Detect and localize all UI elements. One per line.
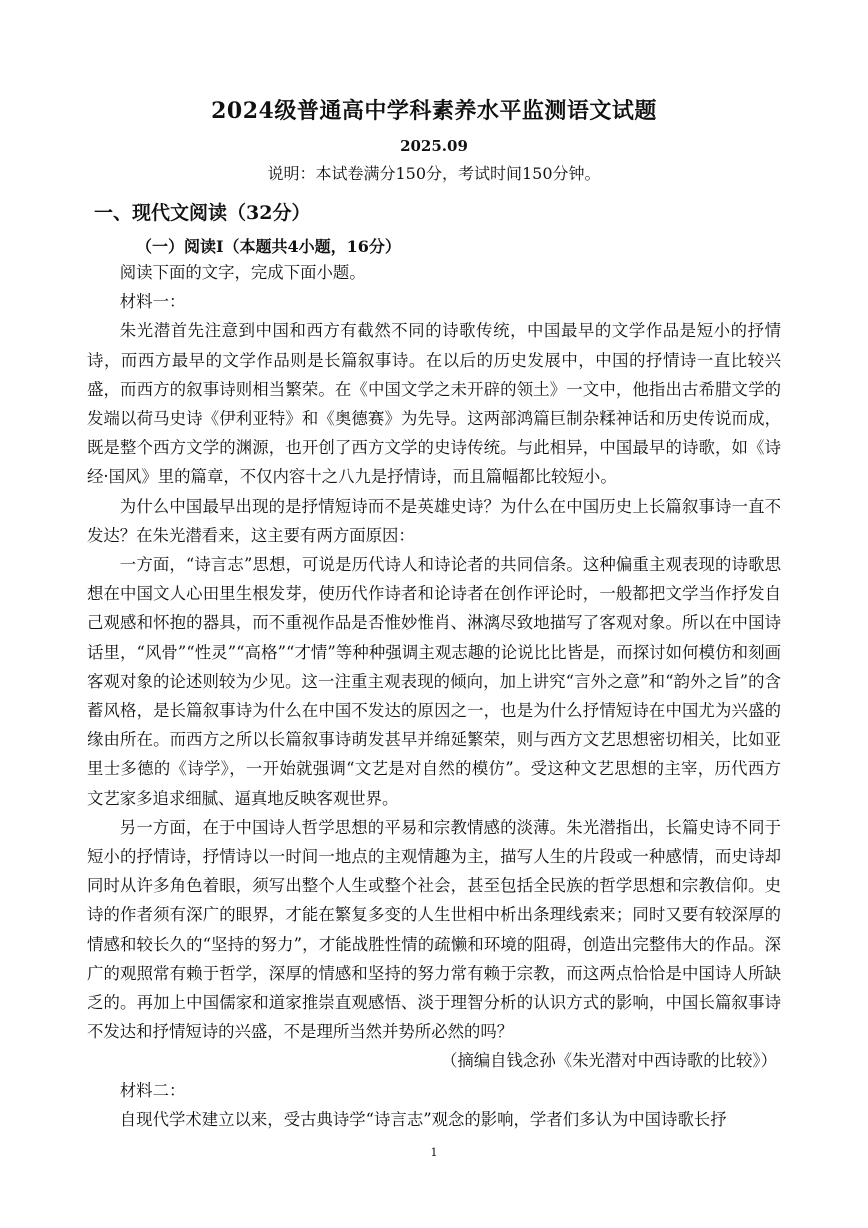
exam-date: 2025.09 bbox=[400, 137, 468, 155]
subsection-heading: （一）阅读Ⅰ（本题共4小题，16分） bbox=[136, 237, 401, 256]
paragraph: 一方面，“诗言志”思想，可说是历代诗人和诗论者的共同信条。这种偏重主观表现的诗歌思想在中国文人心田里生根发芽，使历代作诗者和论诗者在创作评论时，一般都把文学当作抒发自己观感和怀抱的器具，而不重视作品是否惟妙惟肖、淋漓尽致地描写了客观对象。所以在中国诗话里，“风骨”“性灵”“高格”“才情”等种种强调主观志趣的论说比比皆是，而探讨如何模仿和刻画客观对象的论述则较为少见。这一注重主观表现的倾向，加上讲究“言外之意”和“韵外之旨”的含蓄风格，是长篇叙事诗为什么在中国不发达的原因之一，也是为什么抒情短诗在中国尤为兴盛的缘由所在。而西方之所以长篇叙事诗萌发甚早并绵延繁荣，则与西方文艺思想密切相关，比如亚里士多德的《诗学》，一开始就强调“文艺是对自然的模仿”。受这种文艺思想的主宰，历代西方文艺家多追求细腻、逼真地反映客观世界。 bbox=[87, 555, 781, 808]
paragraph: 自现代学术建立以来，受古典诗学“诗言志”观念的影响，学者们多认为中国诗歌长抒 bbox=[119, 1109, 727, 1129]
material-two-label: 材料二： bbox=[119, 1080, 186, 1100]
exam-note: 说明：本试卷满分150分，考试时间150分钟。 bbox=[267, 164, 601, 183]
source-citation: （摘编自钱念孙《朱光潜对中西诗歌的比较》） bbox=[440, 1051, 777, 1071]
page-number: 1 bbox=[430, 1146, 438, 1159]
material-one-label: 材料一： bbox=[119, 292, 186, 312]
paragraph: 为什么中国最早出现的是抒情短诗而不是英雄史诗？为什么在中国历史上长篇叙事诗一直不发达？在朱光潜看来，这主要有两方面原因： bbox=[87, 496, 781, 545]
paragraph: 另一方面，在于中国诗人哲学思想的平易和宗教情感的淡薄。朱光潜指出，长篇史诗不同于短小的抒情诗，抒情诗以一时间一地点的主观情趣为主，描写人生的片段或一种感情，而史诗却同时从许多角色着眼，须写出整个人生或整个社会，甚至包括全民族的哲学思想和宗教信仰。史诗的作者须有深广的眼界，才能在繁复多变的人生世相中析出条理线索来；同时又要有较深厚的情感和较长久的“坚持的努力”，才能战胜性情的疏懒和环境的阻碍，创造出完整伟大的作品。深广的观照常有赖于哲学，深厚的情感和坚持的努力常有赖于宗教，而这两点恰恰是中国诗人所缺乏的。再加上中国儒家和道家推崇直观感悟、淡于理智分析的认识方式的影响，中国长篇叙事诗不发达和抒情短诗的兴盛，不是理所当然并势所必然的吗？ bbox=[87, 817, 781, 1042]
paragraph: 朱光潜首先注意到中国和西方有截然不同的诗歌传统，中国最早的文学作品是短小的抒情诗，而西方最早的文学作品则是长篇叙事诗。在以后的历史发展中，中国的抒情诗一直比较兴盛，而西方的叙事诗则相当繁荣。在《中国文学之未开辟的领土》一文中，他指出古希腊文学的发端以荷马史诗《伊利亚特》和《奥德赛》为先导。这两部鸿篇巨制杂糅神话和历史传说而成，既是整个西方文学的渊源，也开创了西方文学的史诗传统。与此相异，中国最早的诗歌，如《诗经·国风》里的篇章，不仅内容十之八九是抒情诗，而且篇幅都比较短小。 bbox=[87, 321, 781, 487]
section-heading: 一、现代文阅读（32分） bbox=[94, 202, 311, 224]
reading-passage bbox=[87, 258, 781, 1134]
instruction-text: 阅读下面的文字，完成下面小题。 bbox=[119, 263, 366, 282]
exam-title: 2024级普通高中学科素养水平监测语文试题 bbox=[211, 98, 657, 124]
